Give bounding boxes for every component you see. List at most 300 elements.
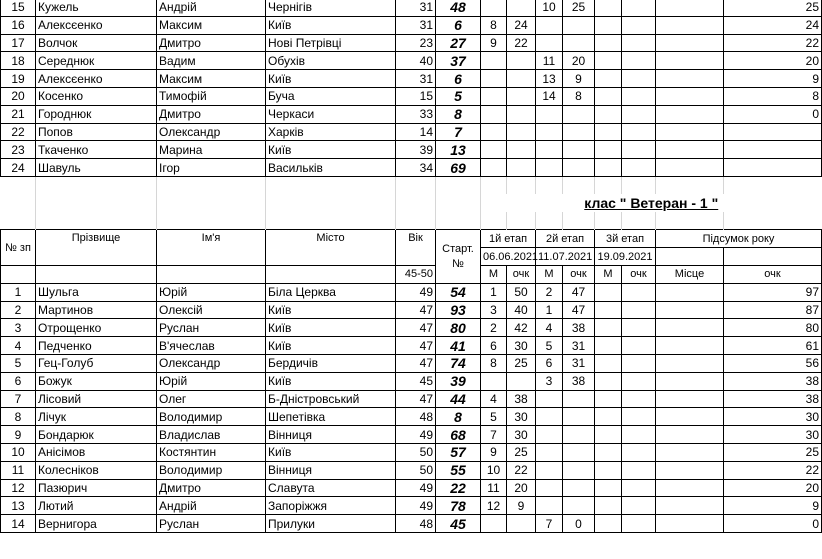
cell-place[interactable]	[656, 515, 724, 533]
cell-total[interactable]: 25	[724, 0, 822, 16]
cell-s1p[interactable]: 50	[507, 283, 536, 301]
cell-surname[interactable]: Бондарюк	[36, 426, 157, 444]
cell-s3m[interactable]	[595, 390, 622, 408]
cell-start[interactable]: 74	[436, 354, 481, 372]
cell-n[interactable]: 16	[1, 16, 36, 34]
cell-city[interactable]: Нові Петрівці	[266, 34, 396, 52]
cell-s2p[interactable]: 31	[563, 354, 595, 372]
cell-s2m[interactable]	[536, 497, 563, 515]
cell-s3m[interactable]	[595, 479, 622, 497]
cell-place[interactable]	[656, 372, 724, 390]
cell-city[interactable]: Б-Дністровський	[266, 390, 396, 408]
cell-total[interactable]	[724, 141, 822, 159]
cell-age[interactable]: 23	[396, 34, 436, 52]
cell-total[interactable]	[724, 123, 822, 141]
cell-s1m[interactable]	[481, 52, 507, 70]
cell-s2m[interactable]	[536, 123, 563, 141]
cell-s2p[interactable]	[563, 390, 595, 408]
cell-s2p[interactable]: 47	[563, 301, 595, 319]
cell-s1m[interactable]	[481, 159, 507, 177]
cell-s3p[interactable]	[622, 105, 656, 123]
cell-s3m[interactable]	[595, 159, 622, 177]
cell-age[interactable]: 47	[396, 337, 436, 355]
cell-surname[interactable]: Отрощенко	[36, 319, 157, 337]
cell-n[interactable]: 3	[1, 319, 36, 337]
cell-total[interactable]: 87	[724, 301, 822, 319]
cell-s2p[interactable]	[563, 16, 595, 34]
cell-s3p[interactable]	[622, 16, 656, 34]
cell-place[interactable]	[656, 123, 724, 141]
cell-n[interactable]: 24	[1, 159, 36, 177]
cell-start[interactable]: 6	[436, 16, 481, 34]
cell-name[interactable]: Максим	[157, 16, 266, 34]
cell-city[interactable]: Обухів	[266, 52, 396, 70]
cell-city[interactable]: Буча	[266, 87, 396, 105]
cell-name[interactable]: Олексій	[157, 301, 266, 319]
cell-s2m[interactable]	[536, 141, 563, 159]
cell-s3p[interactable]	[622, 408, 656, 426]
cell-surname[interactable]: Середнюк	[36, 52, 157, 70]
cell-s3p[interactable]	[622, 52, 656, 70]
cell-place[interactable]	[656, 141, 724, 159]
cell-place[interactable]	[656, 354, 724, 372]
cell-s3p[interactable]	[622, 123, 656, 141]
cell-s3m[interactable]	[595, 70, 622, 88]
cell-start[interactable]: 44	[436, 390, 481, 408]
cell-s1p[interactable]	[507, 87, 536, 105]
cell-n[interactable]: 21	[1, 105, 36, 123]
cell-name[interactable]: Володимир	[157, 461, 266, 479]
cell-s1m[interactable]: 11	[481, 479, 507, 497]
cell-name[interactable]: Андрій	[157, 0, 266, 16]
cell-s3p[interactable]	[622, 354, 656, 372]
cell-city[interactable]: Вінниця	[266, 461, 396, 479]
cell-surname[interactable]: Лічук	[36, 408, 157, 426]
cell-place[interactable]	[656, 159, 724, 177]
cell-city[interactable]: Харків	[266, 123, 396, 141]
cell-name[interactable]: Юрій	[157, 283, 266, 301]
cell-s3m[interactable]	[595, 34, 622, 52]
cell-s1m[interactable]: 8	[481, 354, 507, 372]
cell-place[interactable]	[656, 301, 724, 319]
cell-age[interactable]: 47	[396, 390, 436, 408]
cell-age[interactable]: 50	[396, 461, 436, 479]
cell-surname[interactable]: Анісімов	[36, 443, 157, 461]
cell-n[interactable]: 23	[1, 141, 36, 159]
cell-city[interactable]: Київ	[266, 70, 396, 88]
cell-s1m[interactable]: 9	[481, 443, 507, 461]
cell-n[interactable]: 15	[1, 0, 36, 16]
cell-s3p[interactable]	[622, 497, 656, 515]
cell-city[interactable]: Київ	[266, 319, 396, 337]
cell-start[interactable]: 7	[436, 123, 481, 141]
cell-s2m[interactable]: 4	[536, 319, 563, 337]
cell-total[interactable]: 20	[724, 52, 822, 70]
cell-city[interactable]: Київ	[266, 141, 396, 159]
cell-city[interactable]: Біла Церква	[266, 283, 396, 301]
cell-n[interactable]: 9	[1, 426, 36, 444]
cell-place[interactable]	[656, 426, 724, 444]
cell-total[interactable]: 0	[724, 515, 822, 533]
cell-place[interactable]	[656, 408, 724, 426]
cell-s1p[interactable]	[507, 372, 536, 390]
cell-s1m[interactable]: 5	[481, 408, 507, 426]
cell-s3p[interactable]	[622, 426, 656, 444]
cell-age[interactable]: 49	[396, 479, 436, 497]
cell-s1p[interactable]: 25	[507, 443, 536, 461]
cell-surname[interactable]: Попов	[36, 123, 157, 141]
cell-n[interactable]: 14	[1, 515, 36, 533]
cell-s3m[interactable]	[595, 354, 622, 372]
cell-city[interactable]: Запоріжжя	[266, 497, 396, 515]
cell-place[interactable]	[656, 443, 724, 461]
cell-s2m[interactable]: 13	[536, 70, 563, 88]
cell-age[interactable]: 50	[396, 443, 436, 461]
cell-s3m[interactable]	[595, 372, 622, 390]
cell-age[interactable]: 31	[396, 16, 436, 34]
cell-s3p[interactable]	[622, 390, 656, 408]
cell-name[interactable]: Ігор	[157, 159, 266, 177]
cell-s2m[interactable]	[536, 390, 563, 408]
cell-age[interactable]: 40	[396, 52, 436, 70]
cell-total[interactable]: 30	[724, 426, 822, 444]
cell-s2m[interactable]: 14	[536, 87, 563, 105]
cell-age[interactable]: 14	[396, 123, 436, 141]
cell-city[interactable]: Бердичів	[266, 354, 396, 372]
cell-start[interactable]: 41	[436, 337, 481, 355]
cell-city[interactable]: Славута	[266, 479, 396, 497]
cell-total[interactable]: 22	[724, 461, 822, 479]
cell-age[interactable]: 15	[396, 87, 436, 105]
cell-s3p[interactable]	[622, 372, 656, 390]
cell-start[interactable]: 78	[436, 497, 481, 515]
cell-s1m[interactable]	[481, 70, 507, 88]
cell-surname[interactable]: Лютий	[36, 497, 157, 515]
cell-s2p[interactable]: 38	[563, 319, 595, 337]
cell-start[interactable]: 27	[436, 34, 481, 52]
cell-place[interactable]	[656, 319, 724, 337]
cell-place[interactable]	[656, 283, 724, 301]
cell-total[interactable]: 25	[724, 443, 822, 461]
cell-start[interactable]: 39	[436, 372, 481, 390]
cell-age[interactable]: 34	[396, 159, 436, 177]
cell-city[interactable]: Київ	[266, 16, 396, 34]
cell-s2m[interactable]	[536, 461, 563, 479]
cell-place[interactable]	[656, 16, 724, 34]
cell-s1m[interactable]: 4	[481, 390, 507, 408]
cell-age[interactable]: 45	[396, 372, 436, 390]
cell-total[interactable]: 30	[724, 408, 822, 426]
cell-start[interactable]: 80	[436, 319, 481, 337]
cell-surname[interactable]: Шавуль	[36, 159, 157, 177]
cell-name[interactable]: Дмитро	[157, 105, 266, 123]
cell-s3m[interactable]	[595, 283, 622, 301]
cell-s3m[interactable]	[595, 461, 622, 479]
cell-place[interactable]	[656, 390, 724, 408]
cell-place[interactable]	[656, 105, 724, 123]
cell-s1p[interactable]: 40	[507, 301, 536, 319]
cell-total[interactable]: 24	[724, 16, 822, 34]
cell-n[interactable]: 20	[1, 87, 36, 105]
cell-n[interactable]: 18	[1, 52, 36, 70]
cell-total[interactable]: 0	[724, 105, 822, 123]
cell-s3m[interactable]	[595, 426, 622, 444]
cell-name[interactable]: Олександр	[157, 354, 266, 372]
cell-city[interactable]: Київ	[266, 372, 396, 390]
cell-s2p[interactable]	[563, 479, 595, 497]
cell-s3p[interactable]	[622, 87, 656, 105]
cell-s2p[interactable]	[563, 426, 595, 444]
cell-s2m[interactable]: 1	[536, 301, 563, 319]
cell-start[interactable]: 57	[436, 443, 481, 461]
cell-s3p[interactable]	[622, 70, 656, 88]
cell-s3m[interactable]	[595, 0, 622, 16]
cell-s2p[interactable]	[563, 159, 595, 177]
cell-s3p[interactable]	[622, 283, 656, 301]
cell-start[interactable]: 48	[436, 0, 481, 16]
cell-s3p[interactable]	[622, 301, 656, 319]
cell-age[interactable]: 49	[396, 426, 436, 444]
cell-surname[interactable]: Алексєенко	[36, 70, 157, 88]
cell-s1p[interactable]	[507, 159, 536, 177]
cell-place[interactable]	[656, 52, 724, 70]
cell-s2p[interactable]	[563, 105, 595, 123]
cell-name[interactable]: Андрій	[157, 497, 266, 515]
cell-s1m[interactable]: 6	[481, 337, 507, 355]
cell-start[interactable]: 37	[436, 52, 481, 70]
cell-city[interactable]: Київ	[266, 301, 396, 319]
cell-surname[interactable]: Косенко	[36, 87, 157, 105]
cell-s1m[interactable]	[481, 372, 507, 390]
cell-s3m[interactable]	[595, 337, 622, 355]
cell-age[interactable]: 47	[396, 354, 436, 372]
cell-s2p[interactable]: 8	[563, 87, 595, 105]
cell-start[interactable]: 8	[436, 105, 481, 123]
cell-n[interactable]: 17	[1, 34, 36, 52]
cell-s1m[interactable]: 10	[481, 461, 507, 479]
cell-s2m[interactable]: 7	[536, 515, 563, 533]
cell-start[interactable]: 5	[436, 87, 481, 105]
cell-s1m[interactable]	[481, 0, 507, 16]
cell-surname[interactable]: Вернигора	[36, 515, 157, 533]
cell-name[interactable]: Володимир	[157, 408, 266, 426]
cell-total[interactable]: 8	[724, 87, 822, 105]
cell-city[interactable]: Київ	[266, 337, 396, 355]
cell-surname[interactable]: Алексєенко	[36, 16, 157, 34]
cell-start[interactable]: 54	[436, 283, 481, 301]
cell-age[interactable]: 47	[396, 319, 436, 337]
cell-place[interactable]	[656, 70, 724, 88]
cell-s2p[interactable]	[563, 123, 595, 141]
cell-n[interactable]: 1	[1, 283, 36, 301]
cell-s1m[interactable]	[481, 515, 507, 533]
cell-s3p[interactable]	[622, 479, 656, 497]
cell-s1p[interactable]: 38	[507, 390, 536, 408]
cell-surname[interactable]: Педченко	[36, 337, 157, 355]
cell-name[interactable]: Костянтин	[157, 443, 266, 461]
cell-surname[interactable]: Божук	[36, 372, 157, 390]
cell-s1p[interactable]	[507, 52, 536, 70]
cell-start[interactable]: 68	[436, 426, 481, 444]
cell-surname[interactable]: Пазюрич	[36, 479, 157, 497]
cell-start[interactable]: 6	[436, 70, 481, 88]
cell-s1m[interactable]	[481, 123, 507, 141]
cell-s1m[interactable]: 1	[481, 283, 507, 301]
cell-s2m[interactable]	[536, 426, 563, 444]
cell-name[interactable]: Руслан	[157, 319, 266, 337]
cell-name[interactable]: Олександр	[157, 123, 266, 141]
cell-n[interactable]: 11	[1, 461, 36, 479]
cell-s2m[interactable]	[536, 443, 563, 461]
cell-total[interactable]: 22	[724, 34, 822, 52]
cell-city[interactable]: Вінниця	[266, 426, 396, 444]
cell-s3m[interactable]	[595, 497, 622, 515]
cell-age[interactable]: 48	[396, 515, 436, 533]
cell-n[interactable]: 8	[1, 408, 36, 426]
cell-s3m[interactable]	[595, 443, 622, 461]
cell-s2p[interactable]	[563, 408, 595, 426]
cell-city[interactable]: Київ	[266, 443, 396, 461]
cell-age[interactable]: 31	[396, 0, 436, 16]
cell-s3p[interactable]	[622, 0, 656, 16]
cell-name[interactable]: Марина	[157, 141, 266, 159]
cell-surname[interactable]: Ткаченко	[36, 141, 157, 159]
cell-n[interactable]: 4	[1, 337, 36, 355]
cell-start[interactable]: 13	[436, 141, 481, 159]
cell-start[interactable]: 55	[436, 461, 481, 479]
cell-place[interactable]	[656, 0, 724, 16]
cell-s1p[interactable]: 20	[507, 479, 536, 497]
cell-s3p[interactable]	[622, 141, 656, 159]
cell-s1p[interactable]	[507, 70, 536, 88]
cell-total[interactable]: 9	[724, 70, 822, 88]
cell-s1p[interactable]: 22	[507, 34, 536, 52]
cell-s2p[interactable]	[563, 497, 595, 515]
cell-total[interactable]: 38	[724, 390, 822, 408]
cell-total[interactable]: 9	[724, 497, 822, 515]
cell-surname[interactable]: Мартинов	[36, 301, 157, 319]
cell-s3m[interactable]	[595, 87, 622, 105]
cell-s3p[interactable]	[622, 515, 656, 533]
cell-n[interactable]: 5	[1, 354, 36, 372]
cell-s1m[interactable]	[481, 105, 507, 123]
cell-place[interactable]	[656, 497, 724, 515]
cell-start[interactable]: 45	[436, 515, 481, 533]
cell-s1p[interactable]: 30	[507, 337, 536, 355]
cell-s1p[interactable]	[507, 141, 536, 159]
cell-s3m[interactable]	[595, 408, 622, 426]
cell-name[interactable]: Юрій	[157, 372, 266, 390]
cell-s1p[interactable]: 42	[507, 319, 536, 337]
cell-start[interactable]: 69	[436, 159, 481, 177]
cell-s1m[interactable]	[481, 141, 507, 159]
cell-s3m[interactable]	[595, 515, 622, 533]
cell-s2p[interactable]	[563, 443, 595, 461]
cell-s2m[interactable]	[536, 34, 563, 52]
cell-place[interactable]	[656, 87, 724, 105]
cell-s3p[interactable]	[622, 159, 656, 177]
cell-s3m[interactable]	[595, 123, 622, 141]
cell-city[interactable]: Шепетівка	[266, 408, 396, 426]
cell-city[interactable]: Черкаси	[266, 105, 396, 123]
cell-s1m[interactable]: 2	[481, 319, 507, 337]
cell-s1p[interactable]: 25	[507, 354, 536, 372]
cell-name[interactable]: Тимофій	[157, 87, 266, 105]
cell-start[interactable]: 8	[436, 408, 481, 426]
cell-s1p[interactable]: 9	[507, 497, 536, 515]
cell-name[interactable]: Вадим	[157, 52, 266, 70]
cell-n[interactable]: 12	[1, 479, 36, 497]
cell-total[interactable]: 80	[724, 319, 822, 337]
cell-total[interactable]: 61	[724, 337, 822, 355]
cell-s1m[interactable]: 3	[481, 301, 507, 319]
cell-n[interactable]: 2	[1, 301, 36, 319]
cell-s2p[interactable]: 20	[563, 52, 595, 70]
cell-s2p[interactable]: 31	[563, 337, 595, 355]
cell-age[interactable]: 39	[396, 141, 436, 159]
cell-total[interactable]: 20	[724, 479, 822, 497]
cell-s1p[interactable]	[507, 515, 536, 533]
cell-total[interactable]: 38	[724, 372, 822, 390]
cell-name[interactable]: Владислав	[157, 426, 266, 444]
cell-s2m[interactable]: 2	[536, 283, 563, 301]
cell-s2m[interactable]	[536, 16, 563, 34]
cell-start[interactable]: 93	[436, 301, 481, 319]
cell-s2m[interactable]: 11	[536, 52, 563, 70]
cell-age[interactable]: 49	[396, 497, 436, 515]
cell-total[interactable]	[724, 159, 822, 177]
cell-place[interactable]	[656, 337, 724, 355]
cell-s3p[interactable]	[622, 319, 656, 337]
cell-s2m[interactable]	[536, 105, 563, 123]
cell-n[interactable]: 7	[1, 390, 36, 408]
cell-s2p[interactable]: 0	[563, 515, 595, 533]
cell-s3m[interactable]	[595, 319, 622, 337]
cell-s1m[interactable]	[481, 87, 507, 105]
cell-s2m[interactable]	[536, 408, 563, 426]
cell-s1m[interactable]: 12	[481, 497, 507, 515]
cell-name[interactable]: Дмитро	[157, 34, 266, 52]
cell-n[interactable]: 10	[1, 443, 36, 461]
cell-age[interactable]: 48	[396, 408, 436, 426]
cell-surname[interactable]: Волчок	[36, 34, 157, 52]
cell-s3p[interactable]	[622, 34, 656, 52]
cell-name[interactable]: Руслан	[157, 515, 266, 533]
cell-city[interactable]: Чернігів	[266, 0, 396, 16]
cell-s1p[interactable]: 22	[507, 461, 536, 479]
cell-place[interactable]	[656, 34, 724, 52]
cell-s3p[interactable]	[622, 461, 656, 479]
cell-s3m[interactable]	[595, 141, 622, 159]
cell-s1m[interactable]: 7	[481, 426, 507, 444]
cell-n[interactable]: 22	[1, 123, 36, 141]
cell-surname[interactable]: Кужель	[36, 0, 157, 16]
cell-city[interactable]: Прилуки	[266, 515, 396, 533]
cell-n[interactable]: 19	[1, 70, 36, 88]
cell-place[interactable]	[656, 461, 724, 479]
cell-s1p[interactable]	[507, 0, 536, 16]
cell-s2m[interactable]: 5	[536, 337, 563, 355]
cell-n[interactable]: 6	[1, 372, 36, 390]
cell-s2m[interactable]: 10	[536, 0, 563, 16]
cell-s1m[interactable]: 9	[481, 34, 507, 52]
cell-s1p[interactable]: 30	[507, 408, 536, 426]
cell-total[interactable]: 97	[724, 283, 822, 301]
cell-s2m[interactable]	[536, 159, 563, 177]
cell-name[interactable]: Олег	[157, 390, 266, 408]
cell-s2m[interactable]	[536, 479, 563, 497]
cell-n[interactable]: 13	[1, 497, 36, 515]
